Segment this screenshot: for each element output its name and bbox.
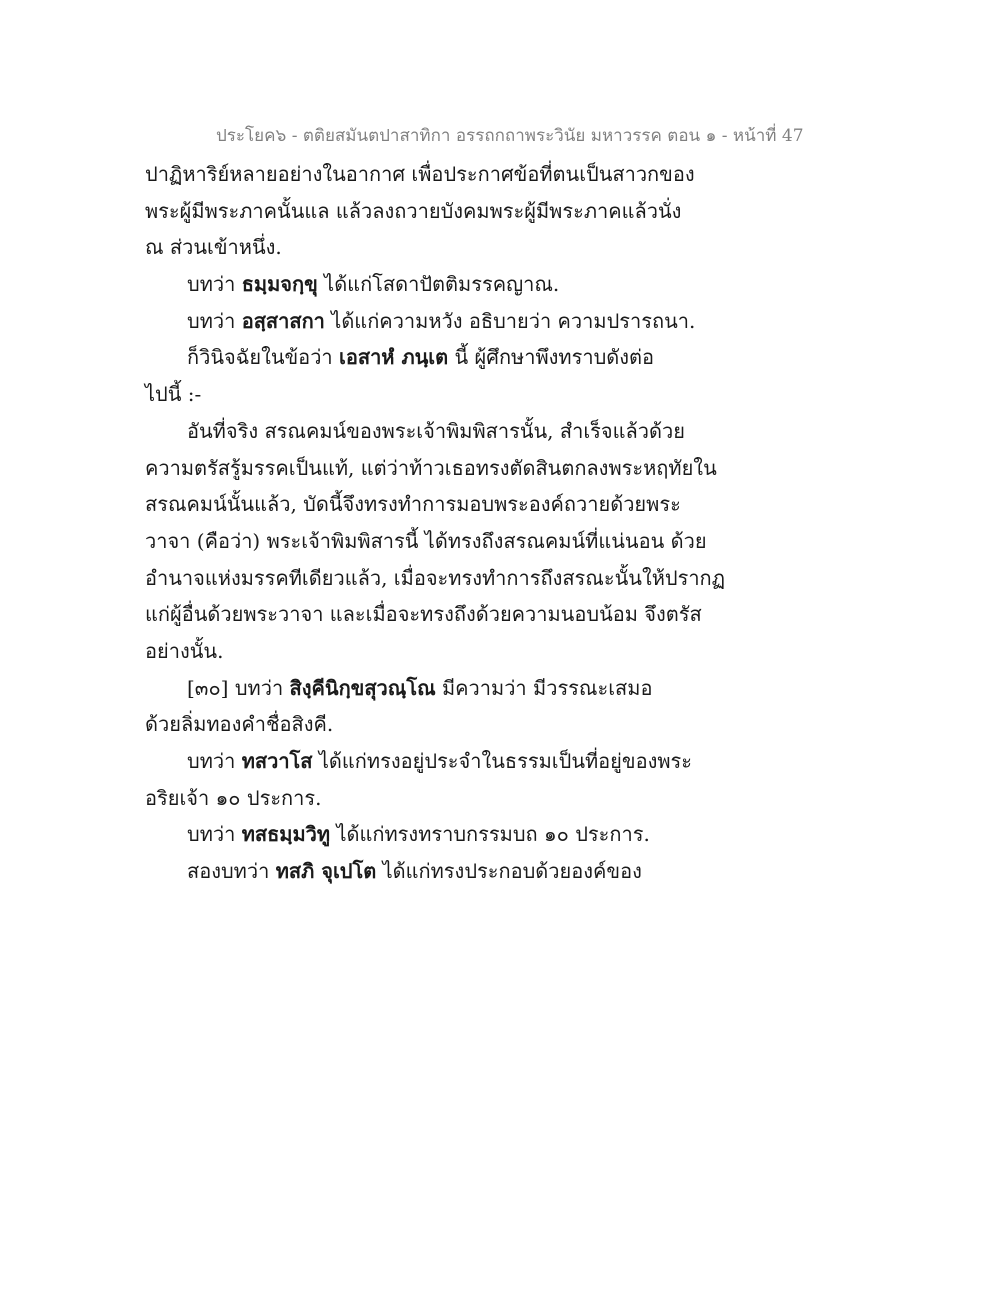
text-segment: อำนาจแห่งมรรคทีเดียวแล้ว, เมื่อจะทรงทำการถึงสรณะนั้นให้ปรากฏ xyxy=(145,565,726,590)
text-segment: บทว่า xyxy=(187,272,242,297)
page-header: ประโยค๖ - ตติยสมันตปาสาทิกา อรรถกถาพระวินัย มหาวรรค ตอน ๑ - หน้าที่ 47 xyxy=(216,126,804,146)
bold-term: สิงฺคีนิกฺขสุวณฺโณ xyxy=(289,675,436,700)
text-segment: พระผู้มีพระภาคนั้นแล แล้วลงถวายบังคมพระผู้มีพระภาคแล้วนั่ง xyxy=(145,198,682,223)
text-segment: ได้แก่ทรงประกอบด้วยองค์ของ xyxy=(376,859,642,884)
text-segment: ได้แก่ทรงอยู่ประจำในธรรมเป็นที่อยู่ของพระ xyxy=(312,749,693,773)
text-segment: สรณคมน์นั้นแล้ว, บัดนี้จึงทรงทำการมอบพระองค์ถวายด้วยพระ xyxy=(145,492,681,517)
text-line xyxy=(145,450,717,487)
text-line xyxy=(145,816,705,853)
bold-term: ทสธมฺมวิทู xyxy=(241,822,331,847)
text-segment: ณ ส่วนเข้าหนึ่ง. xyxy=(145,235,282,260)
text-line xyxy=(145,303,705,340)
bold-term: เอสาหํ ภนฺเต xyxy=(339,345,449,370)
text-segment: ปาฏิหาริย์หลายอย่างในอากาศ เพื่อประกาศข้อที่ตนเป็นสาวกของ xyxy=(145,162,695,186)
text-line xyxy=(145,780,705,817)
text-line xyxy=(145,156,705,193)
text-line xyxy=(145,743,705,780)
text-line xyxy=(145,193,705,230)
text-segment: ก็วินิจฉัยในข้อว่า xyxy=(187,345,340,370)
text-line xyxy=(145,229,705,266)
bold-term: อสฺสาสกา xyxy=(241,308,325,333)
text-segment: มีความว่า มีวรรณะเสมอ xyxy=(435,675,653,700)
bold-term: ทสภิ จุเปโต xyxy=(275,859,377,884)
text-segment: ไปนี้ :- xyxy=(145,382,202,407)
text-segment: วาจา (คือว่า) พระเจ้าพิมพิสารนี้ ได้ทรงถึงสรณคมน์ที่แน่นอน ด้วย xyxy=(145,528,707,553)
text-segment: บทว่า xyxy=(187,749,242,773)
text-line xyxy=(145,853,705,890)
text-segment: ความตรัสรู้มรรคเป็นแท้, แต่ว่าท้าวเธอทรงตัดสินตกลงพระหฤทัยใน xyxy=(145,455,717,480)
text-segment: ได้แก่โสดาปัตติมรรคญาณ. xyxy=(317,272,560,297)
text-line xyxy=(145,596,705,633)
text-segment: สองบทว่า xyxy=(187,859,276,884)
text-segment: ได้แก่ทรงทราบกรรมบถ ๑๐ ประการ. xyxy=(330,822,650,847)
text-segment: อันที่จริง สรณคมน์ของพระเจ้าพิมพิสารนั้น, สำเร็จแล้วด้วย xyxy=(187,418,685,443)
bold-term: ธมฺมจกฺขุ xyxy=(241,272,318,297)
text-segment: บทว่า xyxy=(187,822,242,847)
text-segment: ได้แก่ความหวัง อธิบายว่า ความปรารถนา. xyxy=(324,308,696,333)
text-line xyxy=(145,633,705,670)
text-line xyxy=(145,339,705,376)
text-segment: นี้ ผู้ศึกษาพึงทราบดังต่อ xyxy=(448,345,655,370)
body-text xyxy=(145,156,726,890)
text-segment: อริยเจ้า ๑๐ ประการ. xyxy=(145,785,322,810)
text-line xyxy=(145,413,705,450)
bold-term: ทสวาโส xyxy=(241,749,313,773)
text-line xyxy=(145,670,705,707)
text-line xyxy=(145,376,705,413)
text-line xyxy=(145,560,726,597)
text-line xyxy=(145,523,705,560)
text-segment: อย่างนั้น. xyxy=(145,638,224,663)
text-segment: บทว่า xyxy=(187,308,242,333)
text-line xyxy=(145,486,705,523)
text-segment: แก่ผู้อื่นด้วยพระวาจา และเมื่อจะทรงถึงด้วยความนอบน้อม จึงตรัส xyxy=(145,602,702,627)
text-line xyxy=(145,706,705,743)
text-line xyxy=(145,266,705,303)
text-segment: [๓๐] บทว่า xyxy=(187,675,290,700)
text-segment: ด้วยลิ่มทองคำชื่อสิงคี. xyxy=(145,712,334,737)
